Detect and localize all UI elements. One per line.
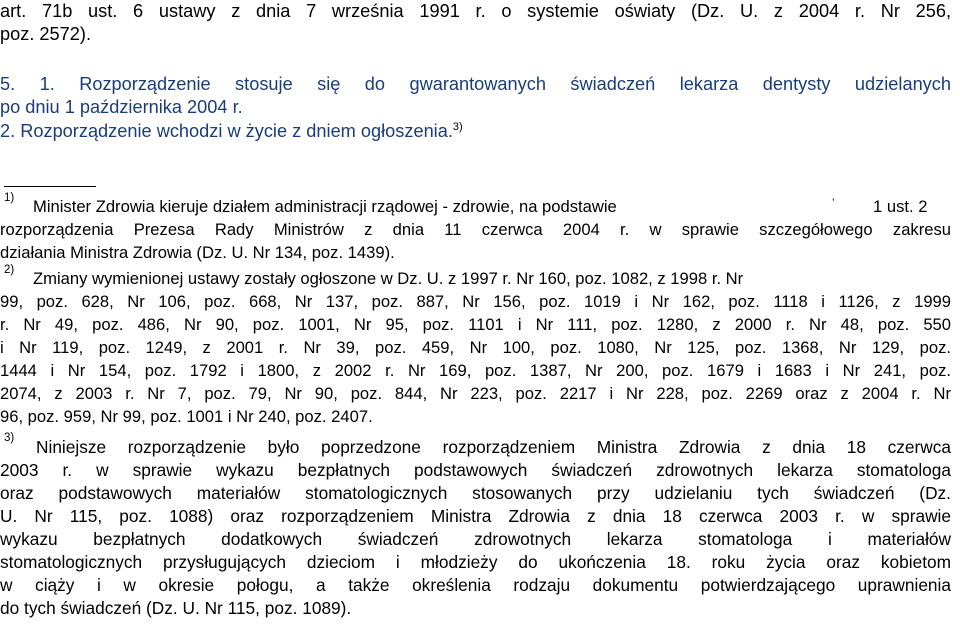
footnote-text: oraz podstawowych materiałów stomatologicznych stosowanych przy udzielaniu tych świadczeń (Dz.: [0, 483, 951, 503]
footnote-text: 2074, z 2003 r. Nr 7, poz. 79, Nr 90, poz. 844, Nr 223, poz. 2217 i Nr 228, poz. 2269 oraz z 2004 r. Nr: [0, 384, 951, 403]
footnote-text: 1 ust. 2: [873, 197, 928, 216]
footnote-marker: 1): [4, 192, 15, 204]
footnote-text: stomatologicznych przysługujących dzieciom i młodzieży do ukończenia 18. roku życia oraz kobietom: [0, 552, 951, 572]
footnote-text: Niniejsze rozporządzenie było poprzedzone rozporządzeniem Ministra Zdrowia z dnia 18 czerwca: [36, 437, 951, 457]
footnote-marker: 2): [4, 264, 15, 276]
footnote-mark-inline: ’: [832, 197, 835, 209]
footnote-text: i Nr 119, poz. 1249, z 2001 r. Nr 39, poz. 459, Nr 100, poz. 1080, Nr 125, poz. 1368, Nr 129, poz.: [0, 338, 951, 357]
text-line: poz. 2572).: [0, 24, 91, 44]
footnote-text: rozporządzenia Prezesa Rady Ministrów z dnia 11 czerwca 2004 r. w sprawie szczegółowego zakresu: [0, 220, 951, 239]
footnote-text: 2003 r. w sprawie wykazu bezpłatnych podstawowych świadczeń zdrowotnych lekarza stomatologa: [0, 460, 951, 480]
footnote-text: 1444 i Nr 154, poz. 1792 i 1800, z 2002 r. Nr 169, poz. 1387, Nr 200, poz. 1679 i 1683 i Nr 241, poz.: [0, 361, 951, 380]
footnote-text: U. Nr 115, poz. 1088) oraz rozporządzeniem Ministra Zdrowia z dnia 18 czerwca 2003 r. w sprawie: [0, 506, 951, 526]
footnote-separator: [4, 186, 96, 187]
footnote-text: wykazu bezpłatnych dodatkowych świadczeń zdrowotnych lekarza stomatologa i materiałów: [0, 529, 951, 549]
text-line: po dniu 1 października 2004 r.: [0, 97, 243, 117]
text-line: art. 71b ust. 6 ustawy z dnia 7 września 1991 r. o systemie oświaty (Dz. U. z 2004 r. Nr 256,: [0, 1, 951, 21]
text-line-link: 5. 1. Rozporządzenie stosuje się do gwarantowanych świadczeń lekarza dentysty udzielanych: [0, 74, 951, 94]
footnote-text: 99, poz. 628, Nr 106, poz. 668, Nr 137, poz. 887, Nr 156, poz. 1019 i Nr 162, poz. 1118 i 1126, z 1999: [0, 292, 951, 311]
footnote-text: w ciąży i w okresie połogu, a także określenia rodzaju dokumentu potwierdzającego uprawnienia: [0, 575, 951, 595]
footnote-text: r. Nr 49, poz. 486, Nr 90, poz. 1001, Nr 95, poz. 1101 i Nr 111, poz. 1280, z 2000 r. Nr 48, poz. 550: [0, 315, 951, 334]
footnote-text: Zmiany wymienionej ustawy zostały ogłoszone w Dz. U. z 1997 r. Nr 160, poz. 1082, z 1998 r. Nr: [33, 269, 744, 288]
footnote-marker: 3): [4, 432, 15, 444]
footnote-ref: 3): [452, 120, 463, 133]
text-line: [0, 120, 463, 142]
footnote-text: działania Ministra Zdrowia (Dz. U. Nr 134, poz. 1439).: [0, 243, 395, 262]
footnote-text: Minister Zdrowia kieruje działem administracji rządowej - zdrowie, na podstawie: [33, 197, 617, 216]
footnote-text: do tych świadczeń (Dz. U. Nr 115, poz. 1089).: [0, 598, 352, 618]
footnote-text: 96, poz. 959, Nr 99, poz. 1001 i Nr 240, poz. 2407.: [0, 407, 373, 426]
text-line-link: 2. Rozporządzenie wchodzi w życie z dniem ogłoszenia.: [0, 121, 453, 141]
text-line: [0, 73, 951, 95]
